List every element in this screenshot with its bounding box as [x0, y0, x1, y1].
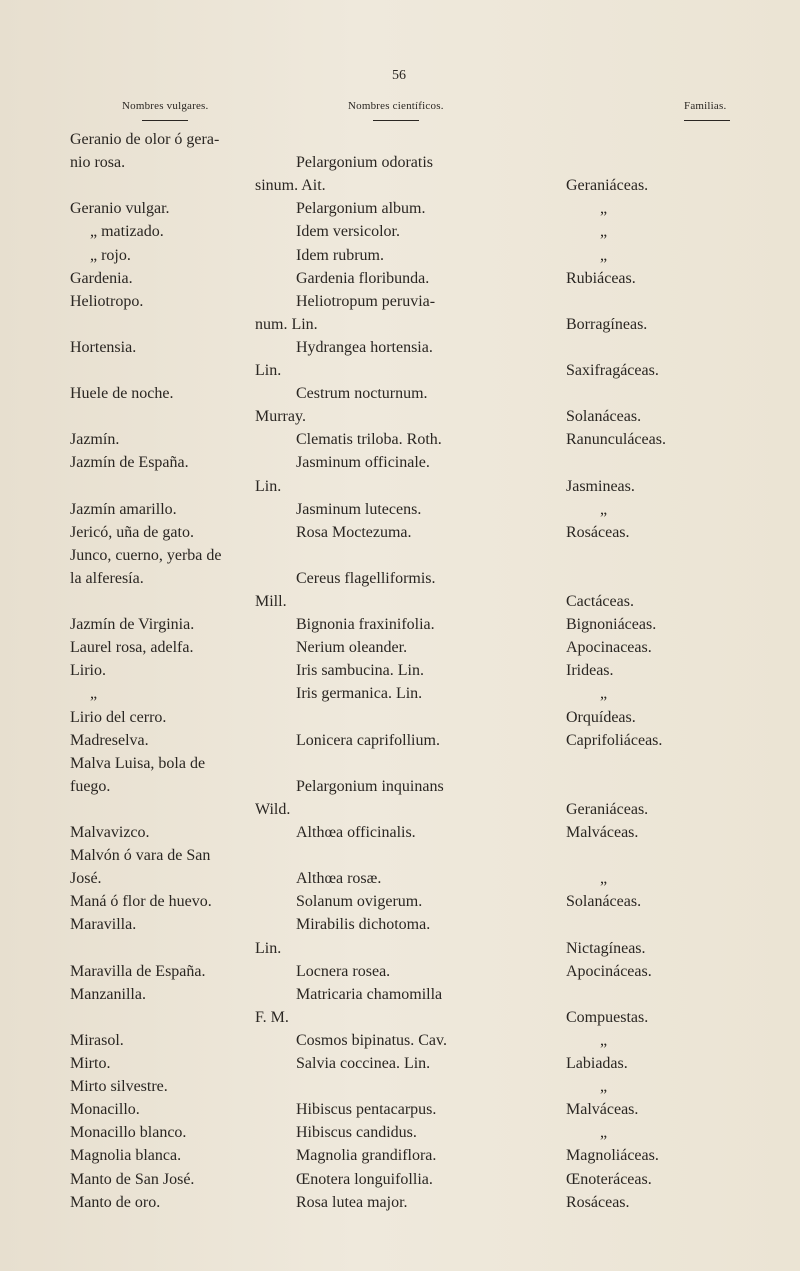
nombre-vulgar: Mirasol. [70, 1031, 124, 1049]
header-rule [142, 120, 188, 121]
nombre-cientifico: Salvia coccinea. Lin. [296, 1055, 431, 1072]
nombre-cientifico: Hibiscus pentacarpus. [296, 1101, 437, 1119]
page-number: 56 [392, 68, 406, 83]
familia: Solanáceas. [566, 408, 642, 426]
nombre-cientifico: Jasminum officinale. [296, 454, 430, 472]
nombre-vulgar: Mirto. [70, 1055, 111, 1072]
familia: „ [600, 223, 608, 241]
nombre-vulgar: Laurel rosa, adelfa. [70, 639, 194, 657]
nombre-cientifico: Nerium oleander. [296, 639, 408, 657]
nombre-vulgar: Geranio de olor ó gera- [70, 131, 220, 148]
familia: Œnoteráceas. [566, 1170, 652, 1188]
nombre-cientifico: Idem versicolor. [296, 223, 400, 241]
familia: Cactáceas. [566, 593, 634, 610]
nombre-cientifico: Matricaria chamomilla [296, 985, 443, 1003]
familia: Jasmineas. [566, 477, 635, 495]
nombre-vulgar: Mirto silvestre. [70, 1078, 168, 1096]
nombre-cientifico: Wild. [255, 800, 291, 818]
nombre-cientifico: Idem rubrum. [296, 246, 384, 264]
familia: Irideas. [566, 662, 614, 680]
nombre-vulgar: Jericó, uña de gato. [70, 523, 194, 541]
familia: Saxifragáceas. [566, 362, 659, 379]
familia: Nictagíneas. [566, 939, 646, 957]
familia: Malváceas. [566, 1101, 639, 1119]
familia: „ [600, 200, 608, 218]
nombre-cientifico: Jasminum lutecens. [296, 500, 422, 518]
nombre-cientifico: Lin. [255, 939, 282, 957]
familia: Borragíneas. [566, 315, 648, 333]
nombre-cientifico: Hydrangea hortensia. [296, 338, 433, 356]
header-nombres-cientificos-text: Nombres científicos. [348, 100, 444, 112]
nombre-cientifico: sinum. Ait. [255, 177, 326, 195]
familia: Labiadas. [566, 1055, 628, 1072]
header-familias [684, 100, 730, 121]
nombre-cientifico: Heliotropum peruvia- [296, 292, 436, 310]
nombre-vulgar: Malvavizco. [70, 824, 150, 841]
nombre-vulgar: Huele de noche. [70, 385, 174, 403]
nombre-vulgar: Manto de oro. [70, 1193, 161, 1211]
nombre-vulgar: Maravilla de España. [70, 962, 206, 980]
familia: Rosáceas. [566, 523, 630, 541]
nombre-vulgar: Hortensia. [70, 338, 137, 356]
nombre-cientifico: Magnolia grandiflora. [296, 1147, 437, 1165]
nombre-cientifico: Pelargonium album. [296, 200, 426, 218]
nombre-vulgar: Magnolia blanca. [70, 1147, 182, 1165]
familia: Compuestas. [566, 1008, 649, 1026]
nombre-vulgar: Manzanilla. [70, 985, 146, 1003]
familia: „ [600, 1078, 608, 1096]
nombre-cientifico: F. M. [255, 1008, 289, 1026]
familia: Magnoliáceas. [566, 1147, 659, 1165]
header-rule [684, 120, 730, 121]
nombre-vulgar: Geranio vulgar. [70, 200, 170, 218]
header-nombres-cientificos [348, 100, 444, 121]
familia: Apocináceas. [566, 962, 652, 980]
familia: Apocinaceas. [566, 639, 652, 657]
nombre-vulgar: la alferesía. [70, 569, 144, 587]
nombre-vulgar: Monacillo blanco. [70, 1124, 187, 1142]
familia: Solanáceas. [566, 893, 642, 911]
familia: „ [600, 870, 608, 888]
nombre-vulgar: fuego. [70, 777, 111, 795]
nombre-vulgar: Jazmín amarillo. [70, 500, 177, 518]
nombre-cientifico: Althœa rosæ. [296, 870, 382, 888]
nombre-vulgar: Malva Luisa, bola de [70, 754, 206, 772]
nombre-vulgar: nio rosa. [70, 154, 126, 172]
nombre-cientifico: Mirabilis dichotoma. [296, 916, 431, 934]
nombre-cientifico: Pelargonium odoratis [296, 154, 434, 172]
familia: „ [600, 685, 608, 703]
familia: Rubiáceas. [566, 269, 636, 287]
nombre-vulgar: Jazmín de España. [70, 454, 189, 472]
nombre-vulgar: José. [70, 870, 102, 888]
nombre-vulgar: Jazmín de Virginia. [70, 616, 195, 634]
nombre-cientifico: Iris sambucina. Lin. [296, 662, 424, 680]
familia: Ranunculáceas. [566, 431, 666, 449]
nombre-cientifico: Iris germanica. Lin. [296, 685, 423, 703]
nombre-vulgar: „ matizado. [90, 223, 164, 241]
familia: Orquídeas. [566, 708, 636, 726]
header-nombres-vulgares-text: Nombres vulgares. [122, 100, 209, 112]
nombre-cientifico: Althœa officinalis. [296, 824, 416, 841]
nombre-cientifico: Pelargonium inquinans [296, 777, 444, 795]
familia: Caprifoliáceas. [566, 731, 663, 749]
nombre-vulgar: Heliotropo. [70, 292, 144, 310]
familia: „ [600, 1124, 608, 1142]
nombre-vulgar: Lirio. [70, 662, 106, 680]
nombre-vulgar: „ [90, 685, 98, 703]
nombre-cientifico: Rosa Moctezuma. [296, 523, 412, 541]
nombre-cientifico: Murray. [255, 408, 306, 426]
nombre-vulgar: Lirio del cerro. [70, 708, 167, 726]
nombre-cientifico: Œnotera longuifollia. [296, 1170, 433, 1188]
nombre-cientifico: Lin. [255, 477, 282, 495]
nombre-vulgar: Maravilla. [70, 916, 137, 934]
familia: Geraniáceas. [566, 177, 649, 195]
nombre-cientifico: Cereus flagelliformis. [296, 569, 436, 587]
nombre-vulgar: Maná ó flor de huevo. [70, 893, 212, 911]
nombre-cientifico: Lin. [255, 362, 282, 379]
nombre-vulgar: Gardenia. [70, 269, 133, 287]
nombre-cientifico: Rosa lutea major. [296, 1193, 408, 1211]
nombre-vulgar: Jazmín. [70, 431, 120, 449]
familia: „ [600, 500, 608, 518]
nombre-cientifico: Solanum ovigerum. [296, 893, 423, 911]
nombre-cientifico: num. Lin. [255, 315, 318, 333]
nombre-cientifico: Locnera rosea. [296, 962, 391, 980]
nombre-vulgar: Madreselva. [70, 731, 149, 749]
nombre-vulgar: Junco, cuerno, yerba de [70, 546, 222, 564]
header-rule [373, 120, 419, 121]
familia: Malváceas. [566, 824, 639, 841]
familia: „ [600, 246, 608, 264]
header-familias-text: Familias. [684, 100, 727, 112]
header-nombres-vulgares [122, 100, 209, 121]
nombre-cientifico: Gardenia floribunda. [296, 269, 430, 287]
nombre-vulgar: Malvón ó vara de San [70, 847, 211, 865]
nombre-vulgar: Manto de San José. [70, 1170, 195, 1188]
nombre-cientifico: Bignonia fraxinifolia. [296, 616, 435, 634]
nombre-cientifico: Cosmos bipinatus. Cav. [296, 1031, 447, 1049]
nombre-cientifico: Lonicera caprifollium. [296, 731, 440, 749]
nombre-cientifico: Clematis triloba. Roth. [296, 431, 442, 449]
nombre-cientifico: Mill. [255, 593, 287, 610]
nombre-cientifico: Cestrum nocturnum. [296, 385, 428, 403]
familia: Geraniáceas. [566, 800, 649, 818]
familia: „ [600, 1031, 608, 1049]
nombre-vulgar: „ rojo. [90, 246, 131, 264]
nombre-vulgar: Monacillo. [70, 1101, 140, 1119]
nombre-cientifico: Hibiscus candidus. [296, 1124, 417, 1142]
familia: Rosáceas. [566, 1193, 630, 1211]
familia: Bignoniáceas. [566, 616, 657, 634]
